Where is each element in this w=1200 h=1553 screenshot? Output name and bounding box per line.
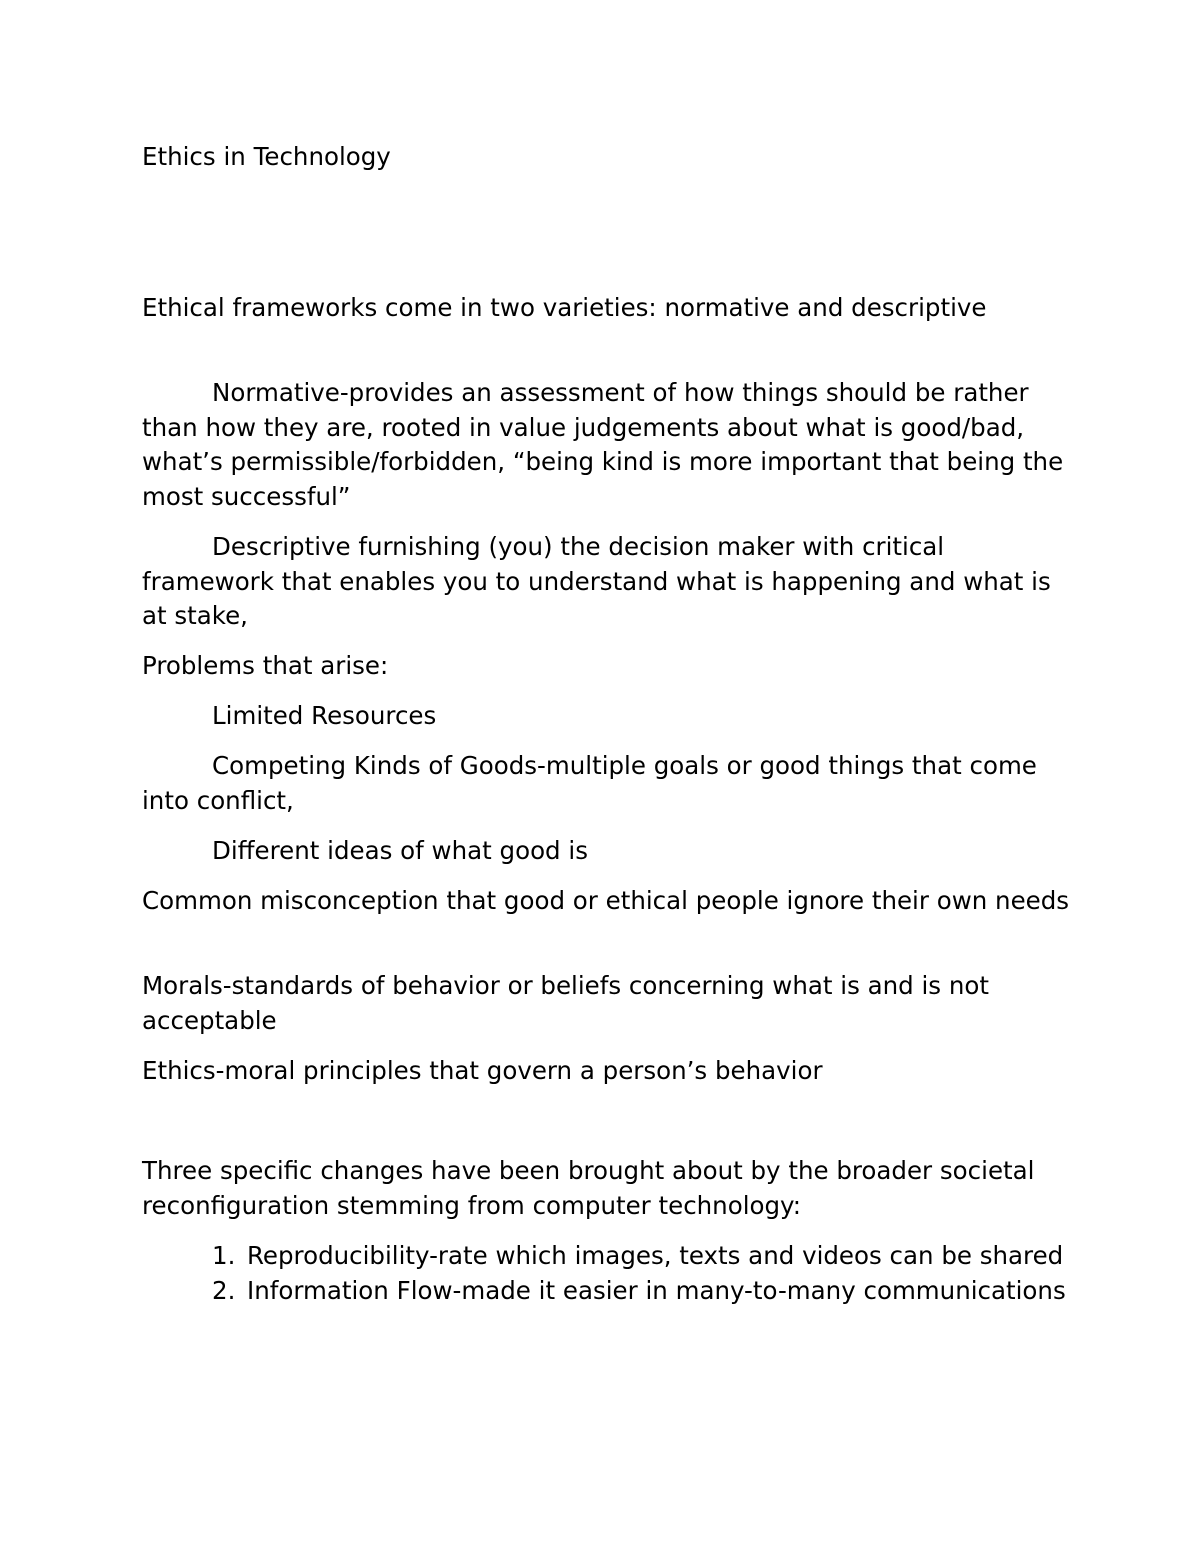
- list-item-number: 1.: [212, 1241, 236, 1270]
- paragraph-descriptive: Descriptive furnishing (you) the decision maker with critical framework that enables you to understand what is happening and what is at stake,: [142, 532, 1051, 630]
- list-item: [212, 1239, 1072, 1274]
- document-title: Ethics in Technology: [142, 142, 391, 171]
- paragraph-misconception: Common misconception that good or ethical people ignore their own needs: [142, 886, 1070, 915]
- list-item: [212, 1274, 1072, 1309]
- paragraph-problems-heading: Problems that arise:: [142, 651, 389, 680]
- numbered-list: [212, 1239, 1072, 1308]
- list-item-text: Information Flow-made it easier in many-to-many communications: [247, 1275, 1066, 1305]
- paragraph-three-changes: Three specific changes have been brought about by the broader societal reconfiguration stemming from computer technology:: [142, 1156, 1035, 1220]
- paragraph-morals: Morals-standards of behavior or beliefs concerning what is and is not acceptable: [142, 971, 989, 1035]
- list-item-number: 2.: [212, 1275, 236, 1305]
- paragraph-limited-resources: Limited Resources: [212, 701, 437, 730]
- paragraph-ethics: Ethics-moral principles that govern a person’s behavior: [142, 1056, 823, 1085]
- paragraph-normative: Normative-provides an assessment of how things should be rather than how they are, rooted in value judgements about what is good/bad, what’s permissible/forbidden, “being kind is more important that being the most successful”: [142, 378, 1064, 511]
- paragraph-different-ideas: Different ideas of what good is: [212, 836, 588, 865]
- list-item-text: Reproducibility-rate which images, texts and videos can be shared: [247, 1241, 1064, 1270]
- paragraph-frameworks: Ethical frameworks come in two varieties: normative and descriptive: [142, 293, 987, 322]
- paragraph-competing-goods: Competing Kinds of Goods-multiple goals or good things that come into conflict,: [142, 751, 1037, 815]
